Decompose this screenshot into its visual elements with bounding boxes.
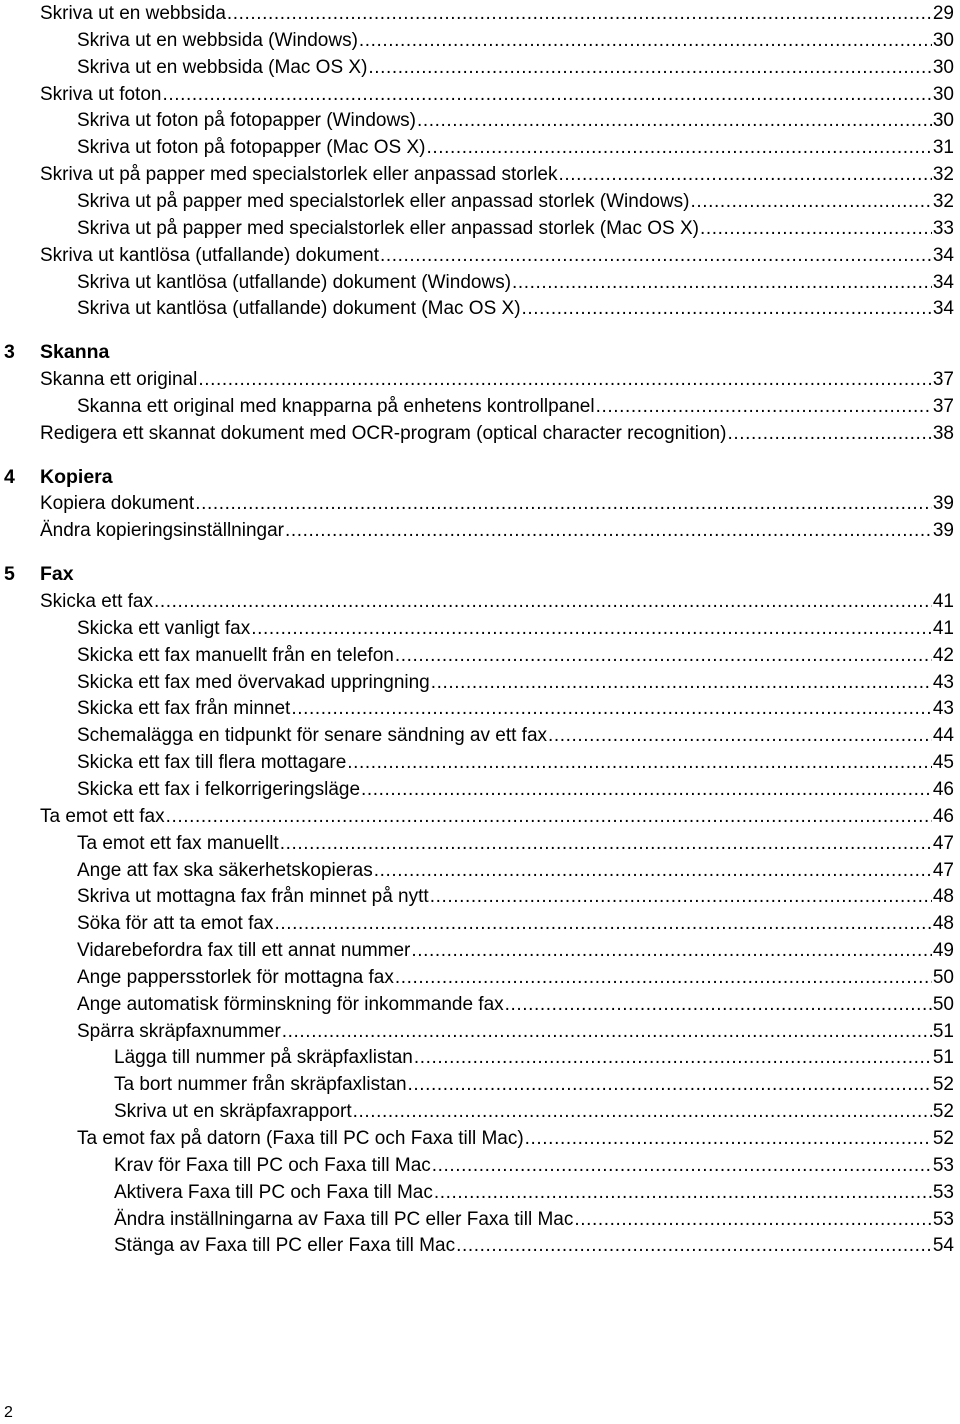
toc-entry-title: Skriva ut en webbsida (Mac OS X) — [77, 56, 368, 78]
dot-leader — [700, 215, 932, 242]
dot-leader — [274, 910, 931, 937]
toc-entry[interactable] — [114, 1206, 954, 1233]
toc-entry-page: 43 — [932, 698, 954, 720]
toc-entry-page: 37 — [932, 395, 954, 417]
toc-entry-title: Skriva ut på papper med specialstorlek eller anpassad storlek (Mac OS X) — [77, 217, 699, 239]
dot-leader — [417, 107, 932, 134]
toc-entry-page: 42 — [932, 644, 954, 666]
dot-leader — [431, 669, 932, 696]
toc-entry-title: Vidarebefordra fax till ett annat nummer — [77, 940, 411, 962]
toc-entry-title: Skriva ut kantlösa (utfallande) dokument (Mac OS X) — [77, 298, 521, 320]
toc-entry[interactable] — [114, 1179, 954, 1206]
dot-leader — [374, 857, 932, 884]
chapter-number: 4 — [4, 465, 15, 488]
dot-leader — [347, 749, 932, 776]
dot-leader — [691, 188, 932, 215]
toc-entry[interactable] — [114, 1152, 954, 1179]
toc-entry[interactable] — [77, 910, 954, 937]
dot-leader — [727, 420, 931, 447]
toc-entry-title: Skicka ett vanligt fax — [77, 617, 251, 639]
toc-entry-title: Skanna ett original med knapparna på enhetens kontrollpanel — [77, 395, 595, 417]
toc-entry[interactable] — [77, 295, 954, 322]
toc-entry[interactable] — [77, 393, 954, 420]
chapter-heading — [4, 464, 113, 491]
toc-entry[interactable] — [77, 107, 954, 134]
toc-entry-page: 39 — [932, 493, 954, 515]
toc-entry-title: Spärra skräpfaxnummer — [77, 1020, 281, 1042]
toc-entry[interactable] — [40, 161, 954, 188]
dot-leader — [166, 803, 932, 830]
toc-entry-page: 50 — [932, 993, 954, 1015]
dot-leader — [505, 991, 932, 1018]
dot-leader — [411, 937, 931, 964]
chapter-heading — [4, 339, 109, 366]
dot-leader — [251, 615, 932, 642]
toc-entry[interactable] — [114, 1098, 954, 1125]
toc-entry[interactable] — [77, 134, 954, 161]
toc-entry[interactable] — [40, 242, 954, 269]
toc-entry-title: Ange automatisk förminskning för inkommande fax — [77, 993, 504, 1015]
toc-entry-page: 34 — [932, 244, 954, 266]
toc-entry-title: Skriva ut kantlösa (utfallande) dokument (Windows) — [77, 271, 512, 293]
toc-entry-title: Lägga till nummer på skräpfaxlistan — [114, 1047, 413, 1069]
toc-entry[interactable] — [40, 420, 954, 447]
toc-entry-title: Skriva ut foton på fotopapper (Mac OS X) — [77, 137, 426, 159]
toc-entry-page: 39 — [932, 520, 954, 542]
toc-entry-page: 53 — [932, 1154, 954, 1176]
toc-entry[interactable] — [77, 642, 954, 669]
toc-entry-title: Ändra kopieringsinställningar — [40, 520, 284, 542]
toc-entry-page: 52 — [932, 1074, 954, 1096]
toc-entry-title: Redigera ett skannat dokument med OCR-program (optical character recognition) — [40, 422, 727, 444]
toc-entry-page: 47 — [932, 859, 954, 881]
toc-entry-title: Skriva ut kantlösa (utfallande) dokument — [40, 244, 380, 266]
toc-entry-page: 32 — [932, 164, 954, 186]
chapter-number: 5 — [4, 563, 15, 586]
dot-leader — [359, 27, 932, 54]
dot-leader — [227, 0, 932, 27]
toc-entry[interactable] — [77, 1018, 954, 1045]
toc-entry-title: Skicka ett fax manuellt från en telefon — [77, 644, 394, 666]
toc-entry[interactable] — [40, 490, 954, 517]
dot-leader — [596, 393, 932, 420]
toc-entry[interactable] — [77, 1125, 954, 1152]
dot-leader — [432, 1152, 932, 1179]
toc-entry-title: Skriva ut foton på fotopapper (Windows) — [77, 110, 417, 132]
dot-leader — [395, 964, 932, 991]
toc-entry-title: Ta emot ett fax manuellt — [77, 832, 279, 854]
toc-entry[interactable] — [77, 749, 954, 776]
toc-entry-page: 33 — [932, 217, 954, 239]
toc-entry-title: Skicka ett fax — [40, 591, 153, 612]
chapter-title: Fax — [40, 563, 74, 586]
dot-leader — [427, 134, 932, 161]
toc-entry-page: 53 — [932, 1208, 954, 1230]
toc-entry[interactable] — [77, 695, 954, 722]
toc-entry[interactable] — [40, 588, 954, 615]
chapter-number: 3 — [4, 341, 15, 364]
toc-entry[interactable] — [77, 54, 954, 81]
chapter-title: Kopiera — [40, 465, 113, 488]
toc-entry-title: Krav för Faxa till PC och Faxa till Mac — [114, 1154, 431, 1176]
toc-entry-page: 49 — [932, 940, 954, 962]
toc-entry[interactable] — [40, 517, 954, 544]
toc-entry-title: Schemalägga en tidpunkt för senare sändning av ett fax — [77, 725, 548, 747]
dot-leader — [198, 366, 931, 393]
toc-entry-page: 46 — [932, 805, 954, 827]
dot-leader — [408, 1071, 932, 1098]
toc-entry-title: Kopiera dokument — [40, 493, 195, 515]
toc-entry[interactable] — [77, 964, 954, 991]
toc-entry[interactable] — [40, 0, 954, 27]
toc-entry-title: Skriva ut en webbsida (Windows) — [77, 29, 358, 51]
toc-entry-page: 47 — [932, 832, 954, 854]
toc-entry-title: Skicka ett fax från minnet — [77, 698, 291, 720]
toc-entry[interactable] — [77, 776, 954, 803]
toc-entry-title: Skicka ett fax med övervakad uppringning — [77, 671, 430, 693]
dot-leader — [353, 1098, 932, 1125]
dot-leader — [395, 642, 932, 669]
toc-entry[interactable] — [40, 81, 954, 108]
toc-entry-title: Skriva ut foton — [40, 83, 162, 105]
toc-entry-page: 30 — [932, 110, 954, 132]
toc-entry-title: Skicka ett fax till flera mottagare — [77, 752, 347, 774]
toc-entry[interactable] — [77, 722, 954, 749]
chapter-heading — [4, 561, 74, 588]
toc-entry-title: Ta emot ett fax — [40, 805, 165, 827]
dot-leader — [430, 883, 932, 910]
dot-leader — [195, 490, 932, 517]
toc-entry-page: 43 — [932, 671, 954, 693]
toc-entry-page: 44 — [932, 725, 954, 747]
dot-leader — [282, 1018, 932, 1045]
toc-entry-title: Aktivera Faxa till PC och Faxa till Mac — [114, 1181, 433, 1203]
toc-entry[interactable] — [40, 366, 954, 393]
toc-entry-page: 34 — [932, 298, 954, 320]
dot-leader — [574, 1206, 932, 1233]
toc-entry-title: Söka för att ta emot fax — [77, 913, 274, 935]
toc-entry-page: 52 — [932, 1101, 954, 1123]
dot-leader — [414, 1044, 932, 1071]
toc-entry-page: 51 — [932, 1047, 954, 1069]
toc-entry-title: Ta emot fax på datorn (Faxa till PC och Faxa till Mac) — [77, 1128, 524, 1149]
toc-entry-page: 54 — [932, 1235, 954, 1257]
toc-entry-page: 29 — [932, 3, 954, 24]
dot-leader — [291, 695, 932, 722]
dot-leader — [548, 722, 932, 749]
toc-entry[interactable] — [77, 615, 954, 642]
dot-leader — [434, 1179, 932, 1206]
dot-leader — [456, 1232, 932, 1259]
toc-entry-page: 48 — [932, 913, 954, 935]
toc-entry-page: 30 — [932, 56, 954, 78]
dot-leader — [522, 295, 932, 322]
toc-entry-page: 48 — [932, 886, 954, 908]
toc-entry-page: 41 — [932, 617, 954, 639]
dot-leader — [162, 81, 931, 108]
toc-entry[interactable] — [114, 1044, 954, 1071]
toc-entry-title: Ta bort nummer från skräpfaxlistan — [114, 1074, 407, 1096]
toc-entry-page: 30 — [932, 83, 954, 105]
chapter-title: Skanna — [40, 341, 110, 364]
toc-entry[interactable] — [77, 215, 954, 242]
toc-entry[interactable] — [77, 669, 954, 696]
toc-entry-page: 30 — [932, 29, 954, 51]
toc-entry-title: Skicka ett fax i felkorrigeringsläge — [77, 778, 361, 800]
toc-entry-page: 50 — [932, 966, 954, 988]
toc-entry-page: 32 — [932, 190, 954, 212]
dot-leader — [361, 776, 932, 803]
toc-entry-page: 38 — [932, 422, 954, 444]
toc-entry-title: Skriva ut mottagna fax från minnet på nytt — [77, 886, 429, 908]
toc-entry[interactable] — [77, 857, 954, 884]
toc-entry[interactable] — [77, 27, 954, 54]
toc-entry[interactable] — [77, 991, 954, 1018]
toc-entry-title: Stänga av Faxa till PC eller Faxa till Mac — [114, 1235, 456, 1257]
toc-entry-page: 46 — [932, 778, 954, 800]
toc-entry[interactable] — [77, 883, 954, 910]
toc-entry-page: 51 — [932, 1020, 954, 1042]
toc-entry-page: 52 — [932, 1128, 954, 1149]
dot-leader — [285, 517, 932, 544]
toc-entry-title: Skriva ut på papper med specialstorlek eller anpassad storlek (Windows) — [77, 190, 690, 212]
toc-entry-page: 34 — [932, 271, 954, 293]
toc-entry-title: Skriva ut på papper med specialstorlek eller anpassad storlek — [40, 164, 558, 186]
dot-leader — [525, 1125, 932, 1152]
toc-entry-page: 31 — [932, 137, 954, 159]
dot-leader — [154, 588, 932, 615]
toc-entry-title: Ändra inställningarna av Faxa till PC eller Faxa till Mac — [114, 1208, 574, 1230]
toc-entry-page: 53 — [932, 1181, 954, 1203]
toc-entry-page: 41 — [932, 591, 954, 612]
toc-entry-title: Ange att fax ska säkerhetskopieras — [77, 859, 373, 881]
page-number: 2 — [4, 1404, 13, 1421]
toc-entry[interactable] — [40, 803, 954, 830]
toc-entry-title: Ange pappersstorlek för mottagna fax — [77, 966, 394, 988]
toc-entry[interactable] — [77, 188, 954, 215]
toc-entry[interactable] — [77, 269, 954, 296]
toc-entry-page: 45 — [932, 752, 954, 774]
dot-leader — [280, 830, 932, 857]
dot-leader — [380, 242, 932, 269]
toc-entry-page: 37 — [932, 369, 954, 391]
toc-entry-title: Skanna ett original — [40, 369, 198, 391]
dot-leader — [368, 54, 931, 81]
dot-leader — [512, 269, 932, 296]
toc-entry[interactable] — [77, 937, 954, 964]
toc-entry[interactable] — [114, 1232, 954, 1259]
toc-entry-title: Skriva ut en webbsida — [40, 3, 226, 24]
dot-leader — [559, 161, 932, 188]
toc-entry[interactable] — [114, 1071, 954, 1098]
toc-entry[interactable] — [77, 830, 954, 857]
toc-entry-title: Skriva ut en skräpfaxrapport — [114, 1101, 352, 1123]
